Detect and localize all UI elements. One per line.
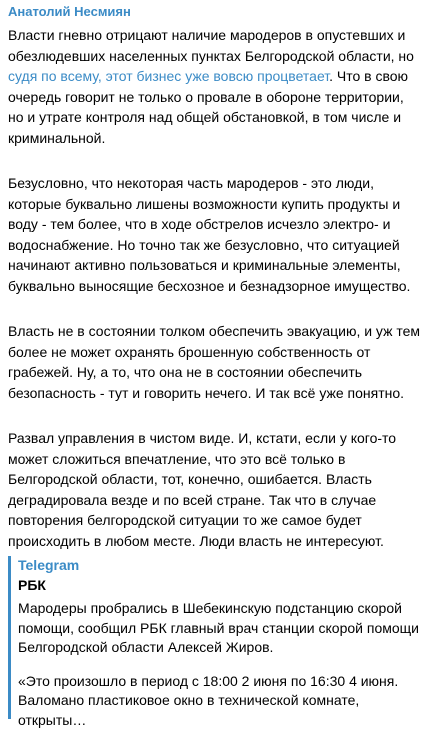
message-text [8, 25, 420, 551]
paragraph-3: Власть не в состоянии толком обеспечить эвакуацию, и уж тем более не может охранять брошенную собственность от грабежей. Ну, а то, что она не в состоянии обеспечить безопасность - тут и говорить нечего. И так всё уже понятно. [8, 321, 420, 403]
preview-site-name: Telegram [18, 556, 420, 574]
preview-description [18, 599, 420, 730]
paragraph-4: Развал управления в чистом виде. И, кстати, если у кого-то может сложиться впечатление, что это всё только в Белгородской области, тот, конечно, ошибается. Власть деградировала везде и по всей стране. Так что в случае повторения белгородской ситуации то же самое будет происходить в любом месте. Люди власть не интересуют. [8, 428, 420, 551]
preview-title: РБК [18, 576, 420, 595]
link-preview[interactable] [8, 556, 420, 719]
preview-description-2: «Это произошло в период с 18:00 2 июня по 16:30 4 июня. Валомано пластиковое окно в технической комнате, открыты… [18, 672, 420, 730]
paragraph-1-start: Власти гневно отрицают наличие мародеров в опустевших и обезлюдевших населенных пунктах Белгородской области, но [8, 27, 414, 64]
article-link[interactable]: судя по всему, этот бизнес уже вовсю процветает [8, 68, 329, 84]
paragraph-2: Безусловно, что некоторая часть мародеров - это люди, которые буквально лишены возможности купить продукты и воду - тем более, что в ходе обстрелов исчезло электро- и водоснабжение. Но точно так же безусловно, что ситуацией начинают активно пользоваться и криминальные элементы, буквально выносящие бесхозное и безнадзорное имущество. [8, 173, 420, 296]
paragraph-1 [8, 25, 420, 148]
preview-description-1: Мародеры пробрались в Шебекинскую подстанцию скорой помощи, сообщил РБК главный врач станции скорой помощи Белгородской области Алексей Жиров. [18, 599, 420, 658]
author-name[interactable]: Анатолий Несмиян [8, 0, 420, 21]
paragraph-1-end: . Что в свою очередь говорит не только о провале в обороне территории, но и утрате контроля над общей обстановкой, в том числе и криминальной. [8, 68, 408, 146]
